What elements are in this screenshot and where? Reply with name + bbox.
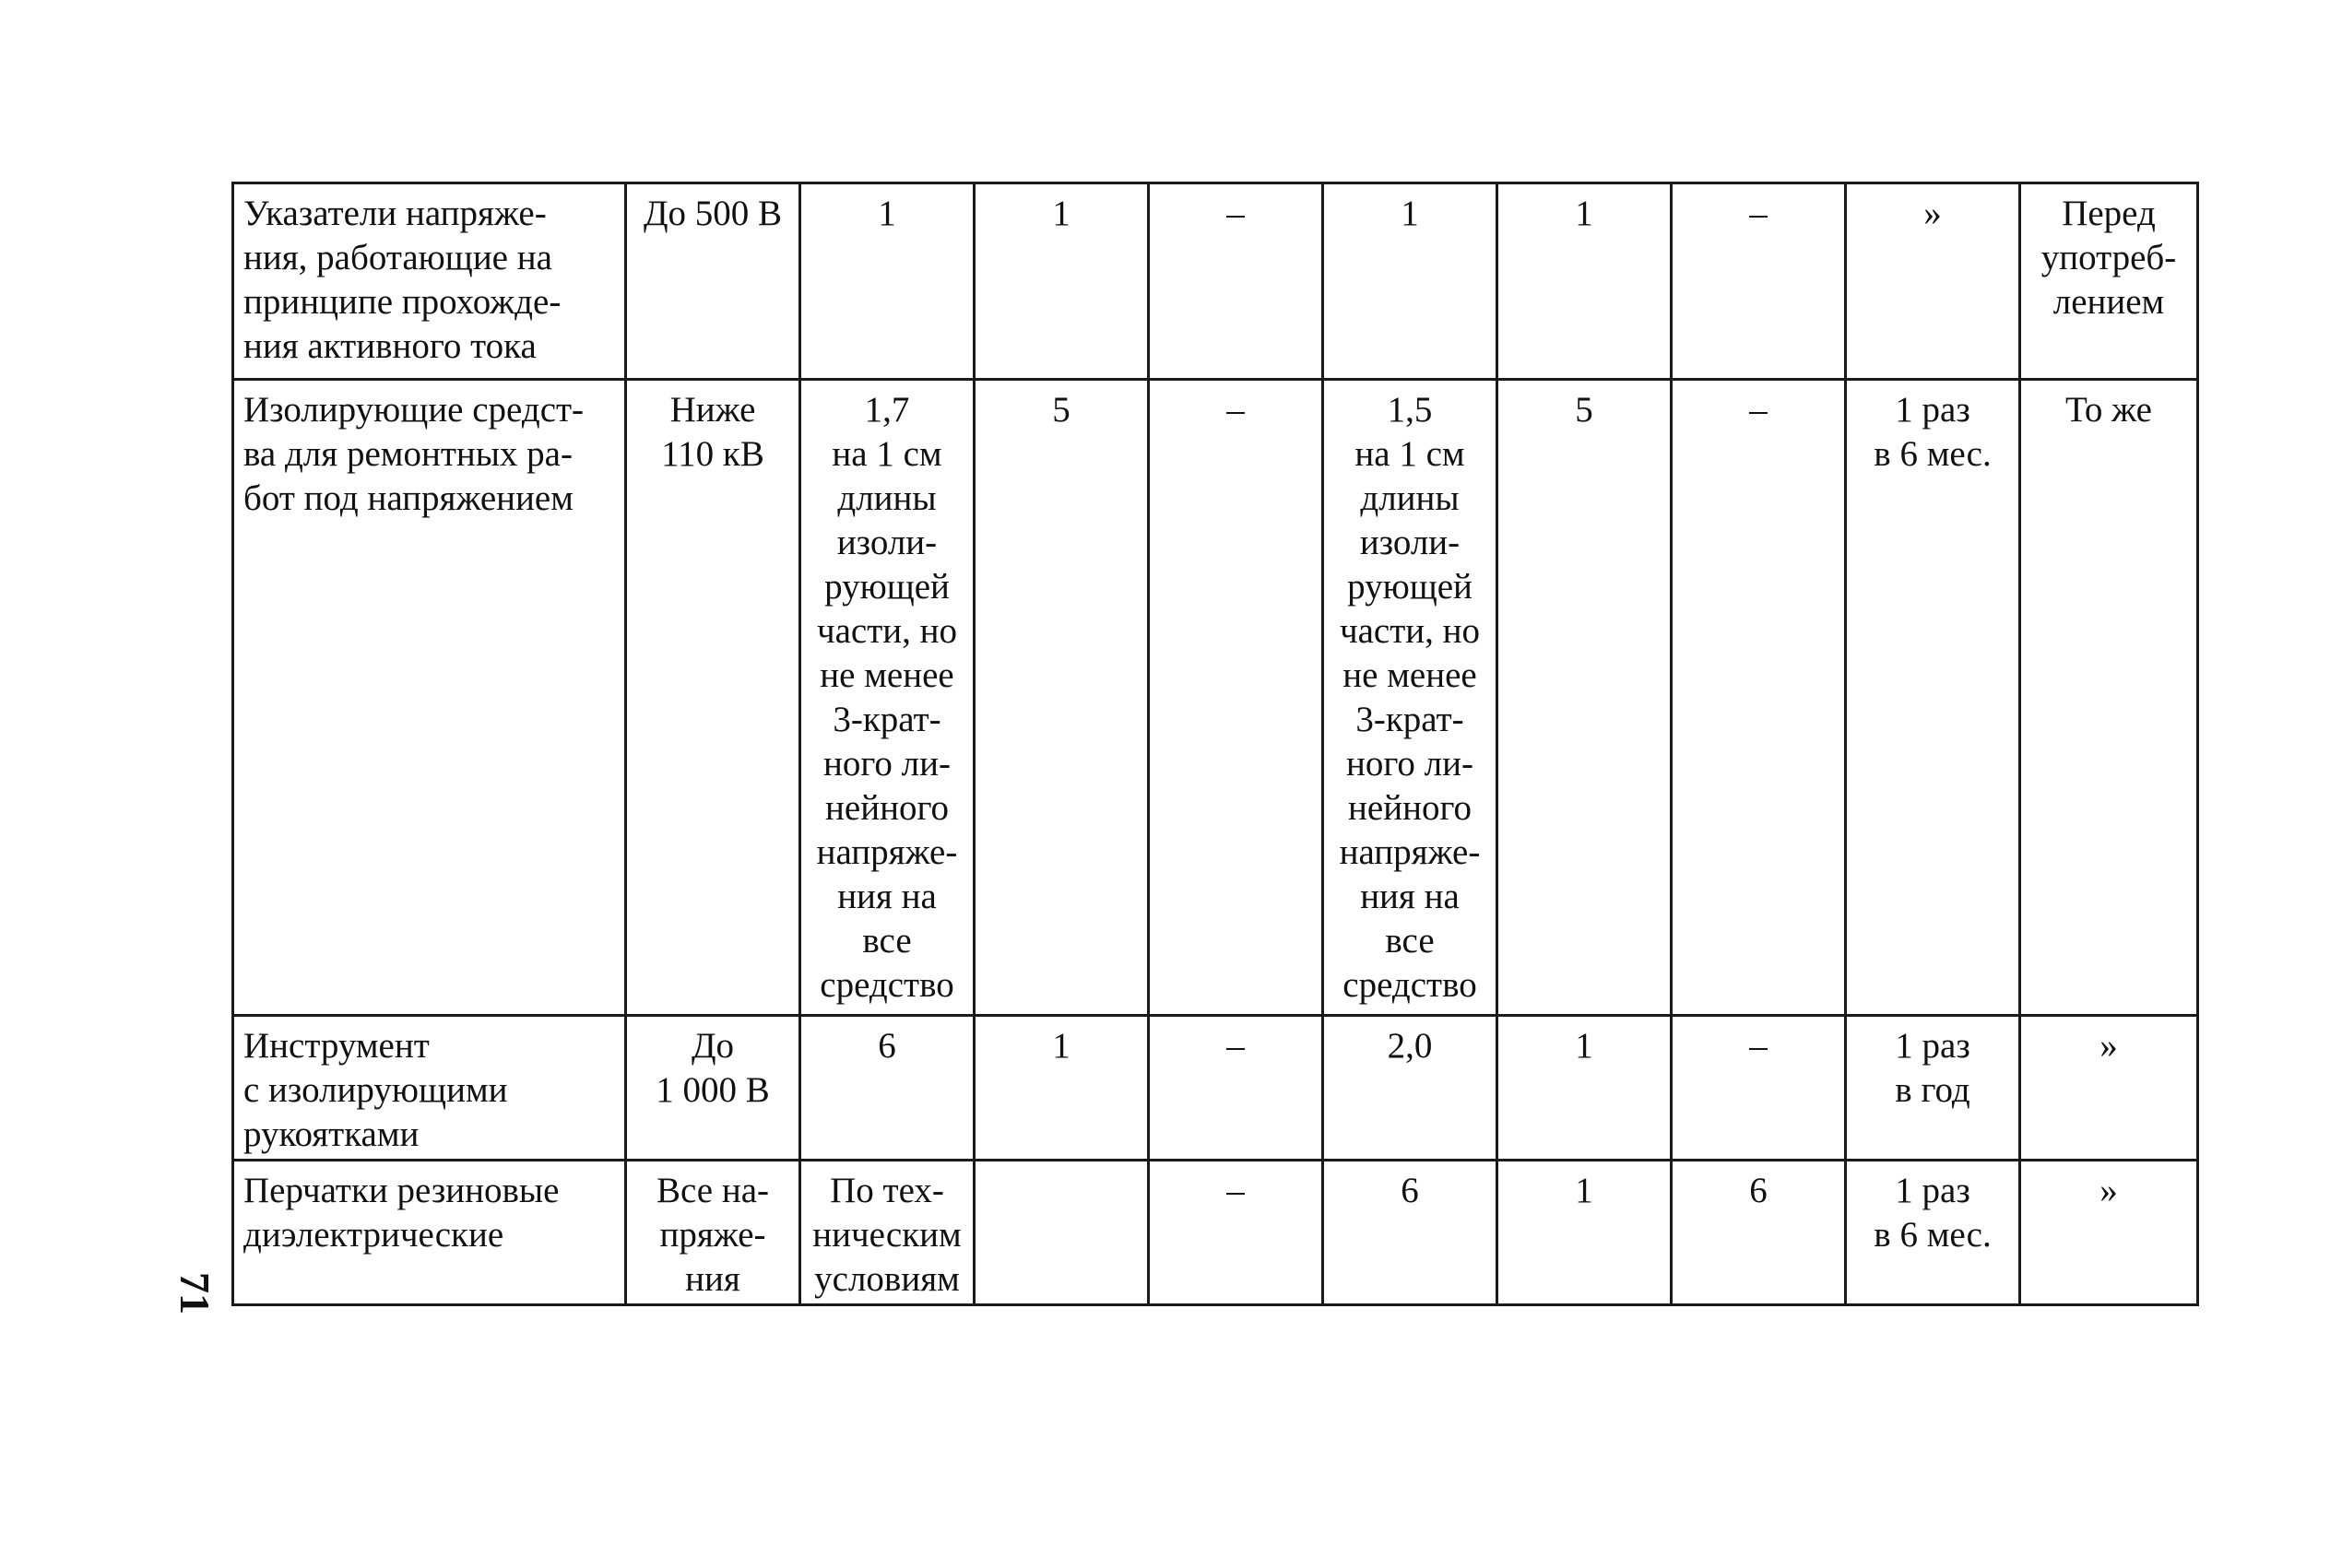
period-value: 1 раз в год bbox=[1895, 1026, 1970, 1110]
value-cell bbox=[1149, 380, 1323, 1016]
voltage-value: Все на- пряже- ния bbox=[656, 1171, 770, 1299]
cell-value: – bbox=[1226, 390, 1245, 430]
cell-value: 1 bbox=[878, 194, 896, 233]
value-cell bbox=[1672, 1161, 1846, 1305]
value-cell bbox=[1497, 1161, 1672, 1305]
cell-value: 6 bbox=[1401, 1171, 1419, 1210]
cell-value: – bbox=[1749, 194, 1768, 233]
cell-value: 1,7 на 1 см длины изоли- рующей части, но не менее 3-крат- ного ли- нейного напряже- ния на все средство bbox=[816, 390, 958, 1005]
equipment-name-cell bbox=[233, 1161, 626, 1305]
period-value: 1 раз в 6 мес. bbox=[1874, 1171, 1992, 1255]
equipment-name-cell bbox=[233, 183, 626, 380]
period-cell bbox=[1846, 1016, 2020, 1161]
cell-value: 1 bbox=[1575, 194, 1593, 233]
note-value: Перед употреб- лением bbox=[2040, 194, 2177, 322]
cell-value: 1,5 на 1 см длины изоли- рующей части, но не менее 3-крат- ного ли- нейного напряже- ния на все средство bbox=[1339, 390, 1481, 1005]
value-cell bbox=[1149, 1016, 1323, 1161]
note-cell bbox=[2020, 183, 2198, 380]
value-cell bbox=[800, 380, 975, 1016]
period-cell bbox=[1846, 380, 2020, 1016]
cell-value: По тех- ническим условиям bbox=[812, 1171, 962, 1299]
cell-value: 1 bbox=[1575, 1026, 1593, 1066]
voltage-cell bbox=[626, 1161, 800, 1305]
voltage-value: Ниже 110 кВ bbox=[661, 390, 764, 474]
equipment-name: Изолирующие средст- ва для ремонтных ра- бот под напряжением bbox=[243, 390, 585, 518]
voltage-cell bbox=[626, 183, 800, 380]
value-cell bbox=[1497, 380, 1672, 1016]
cell-value: 5 bbox=[1052, 390, 1070, 430]
value-cell bbox=[1672, 1016, 1846, 1161]
value-cell bbox=[1672, 380, 1846, 1016]
page-number: 71 bbox=[171, 1272, 219, 1315]
period-value: » bbox=[1923, 194, 1942, 233]
voltage-cell bbox=[626, 380, 800, 1016]
cell-value: 1 bbox=[1401, 194, 1419, 233]
note-cell bbox=[2020, 380, 2198, 1016]
note-value: То же bbox=[2065, 390, 2152, 430]
value-cell bbox=[1323, 380, 1497, 1016]
test-norms-table bbox=[231, 182, 2199, 1306]
cell-value: – bbox=[1749, 1026, 1768, 1066]
value-cell bbox=[1323, 1161, 1497, 1305]
value-cell bbox=[1323, 1016, 1497, 1161]
value-cell bbox=[1497, 183, 1672, 380]
table-row bbox=[233, 183, 2198, 380]
cell-value: 6 bbox=[1749, 1171, 1768, 1210]
cell-value: 1 bbox=[1052, 1026, 1070, 1066]
value-cell bbox=[975, 183, 1149, 380]
note-cell bbox=[2020, 1016, 2198, 1161]
equipment-name: Указатели напряже- ния, работающие на принципе прохожде- ния активного тока bbox=[243, 194, 562, 366]
voltage-value: До 500 В bbox=[643, 194, 783, 233]
cell-value: 5 bbox=[1575, 390, 1593, 430]
period-cell bbox=[1846, 183, 2020, 380]
table-row bbox=[233, 380, 2198, 1016]
value-cell bbox=[975, 1016, 1149, 1161]
value-cell bbox=[1149, 1161, 1323, 1305]
value-cell bbox=[1672, 183, 1846, 380]
value-cell bbox=[1497, 1016, 1672, 1161]
equipment-name: Перчатки резиновые диэлектрические bbox=[243, 1171, 560, 1255]
cell-value: 1 bbox=[1575, 1171, 1593, 1210]
value-cell bbox=[1149, 183, 1323, 380]
period-value: 1 раз в 6 мес. bbox=[1874, 390, 1992, 474]
value-cell bbox=[975, 380, 1149, 1016]
note-cell bbox=[2020, 1161, 2198, 1305]
equipment-name-cell bbox=[233, 1016, 626, 1161]
table-row bbox=[233, 1016, 2198, 1161]
cell-value: 6 bbox=[878, 1026, 896, 1066]
cell-value: – bbox=[1226, 194, 1245, 233]
period-cell bbox=[1846, 1161, 2020, 1305]
table-row bbox=[233, 1161, 2198, 1305]
cell-value: – bbox=[1749, 390, 1768, 430]
note-value: » bbox=[2099, 1171, 2118, 1210]
value-cell bbox=[800, 1161, 975, 1305]
cell-value: – bbox=[1226, 1026, 1245, 1066]
note-value: » bbox=[2099, 1026, 2118, 1066]
equipment-name: Инструмент с изолирующими рукоятками bbox=[243, 1026, 508, 1154]
voltage-cell bbox=[626, 1016, 800, 1161]
cell-value: 1 bbox=[1052, 194, 1070, 233]
voltage-value: До 1 000 В bbox=[656, 1026, 770, 1110]
value-cell bbox=[800, 1016, 975, 1161]
cell-value: – bbox=[1226, 1171, 1245, 1210]
value-cell bbox=[800, 183, 975, 380]
value-cell bbox=[975, 1161, 1149, 1305]
cell-value: 2,0 bbox=[1387, 1026, 1433, 1066]
equipment-name-cell bbox=[233, 380, 626, 1016]
value-cell bbox=[1323, 183, 1497, 380]
